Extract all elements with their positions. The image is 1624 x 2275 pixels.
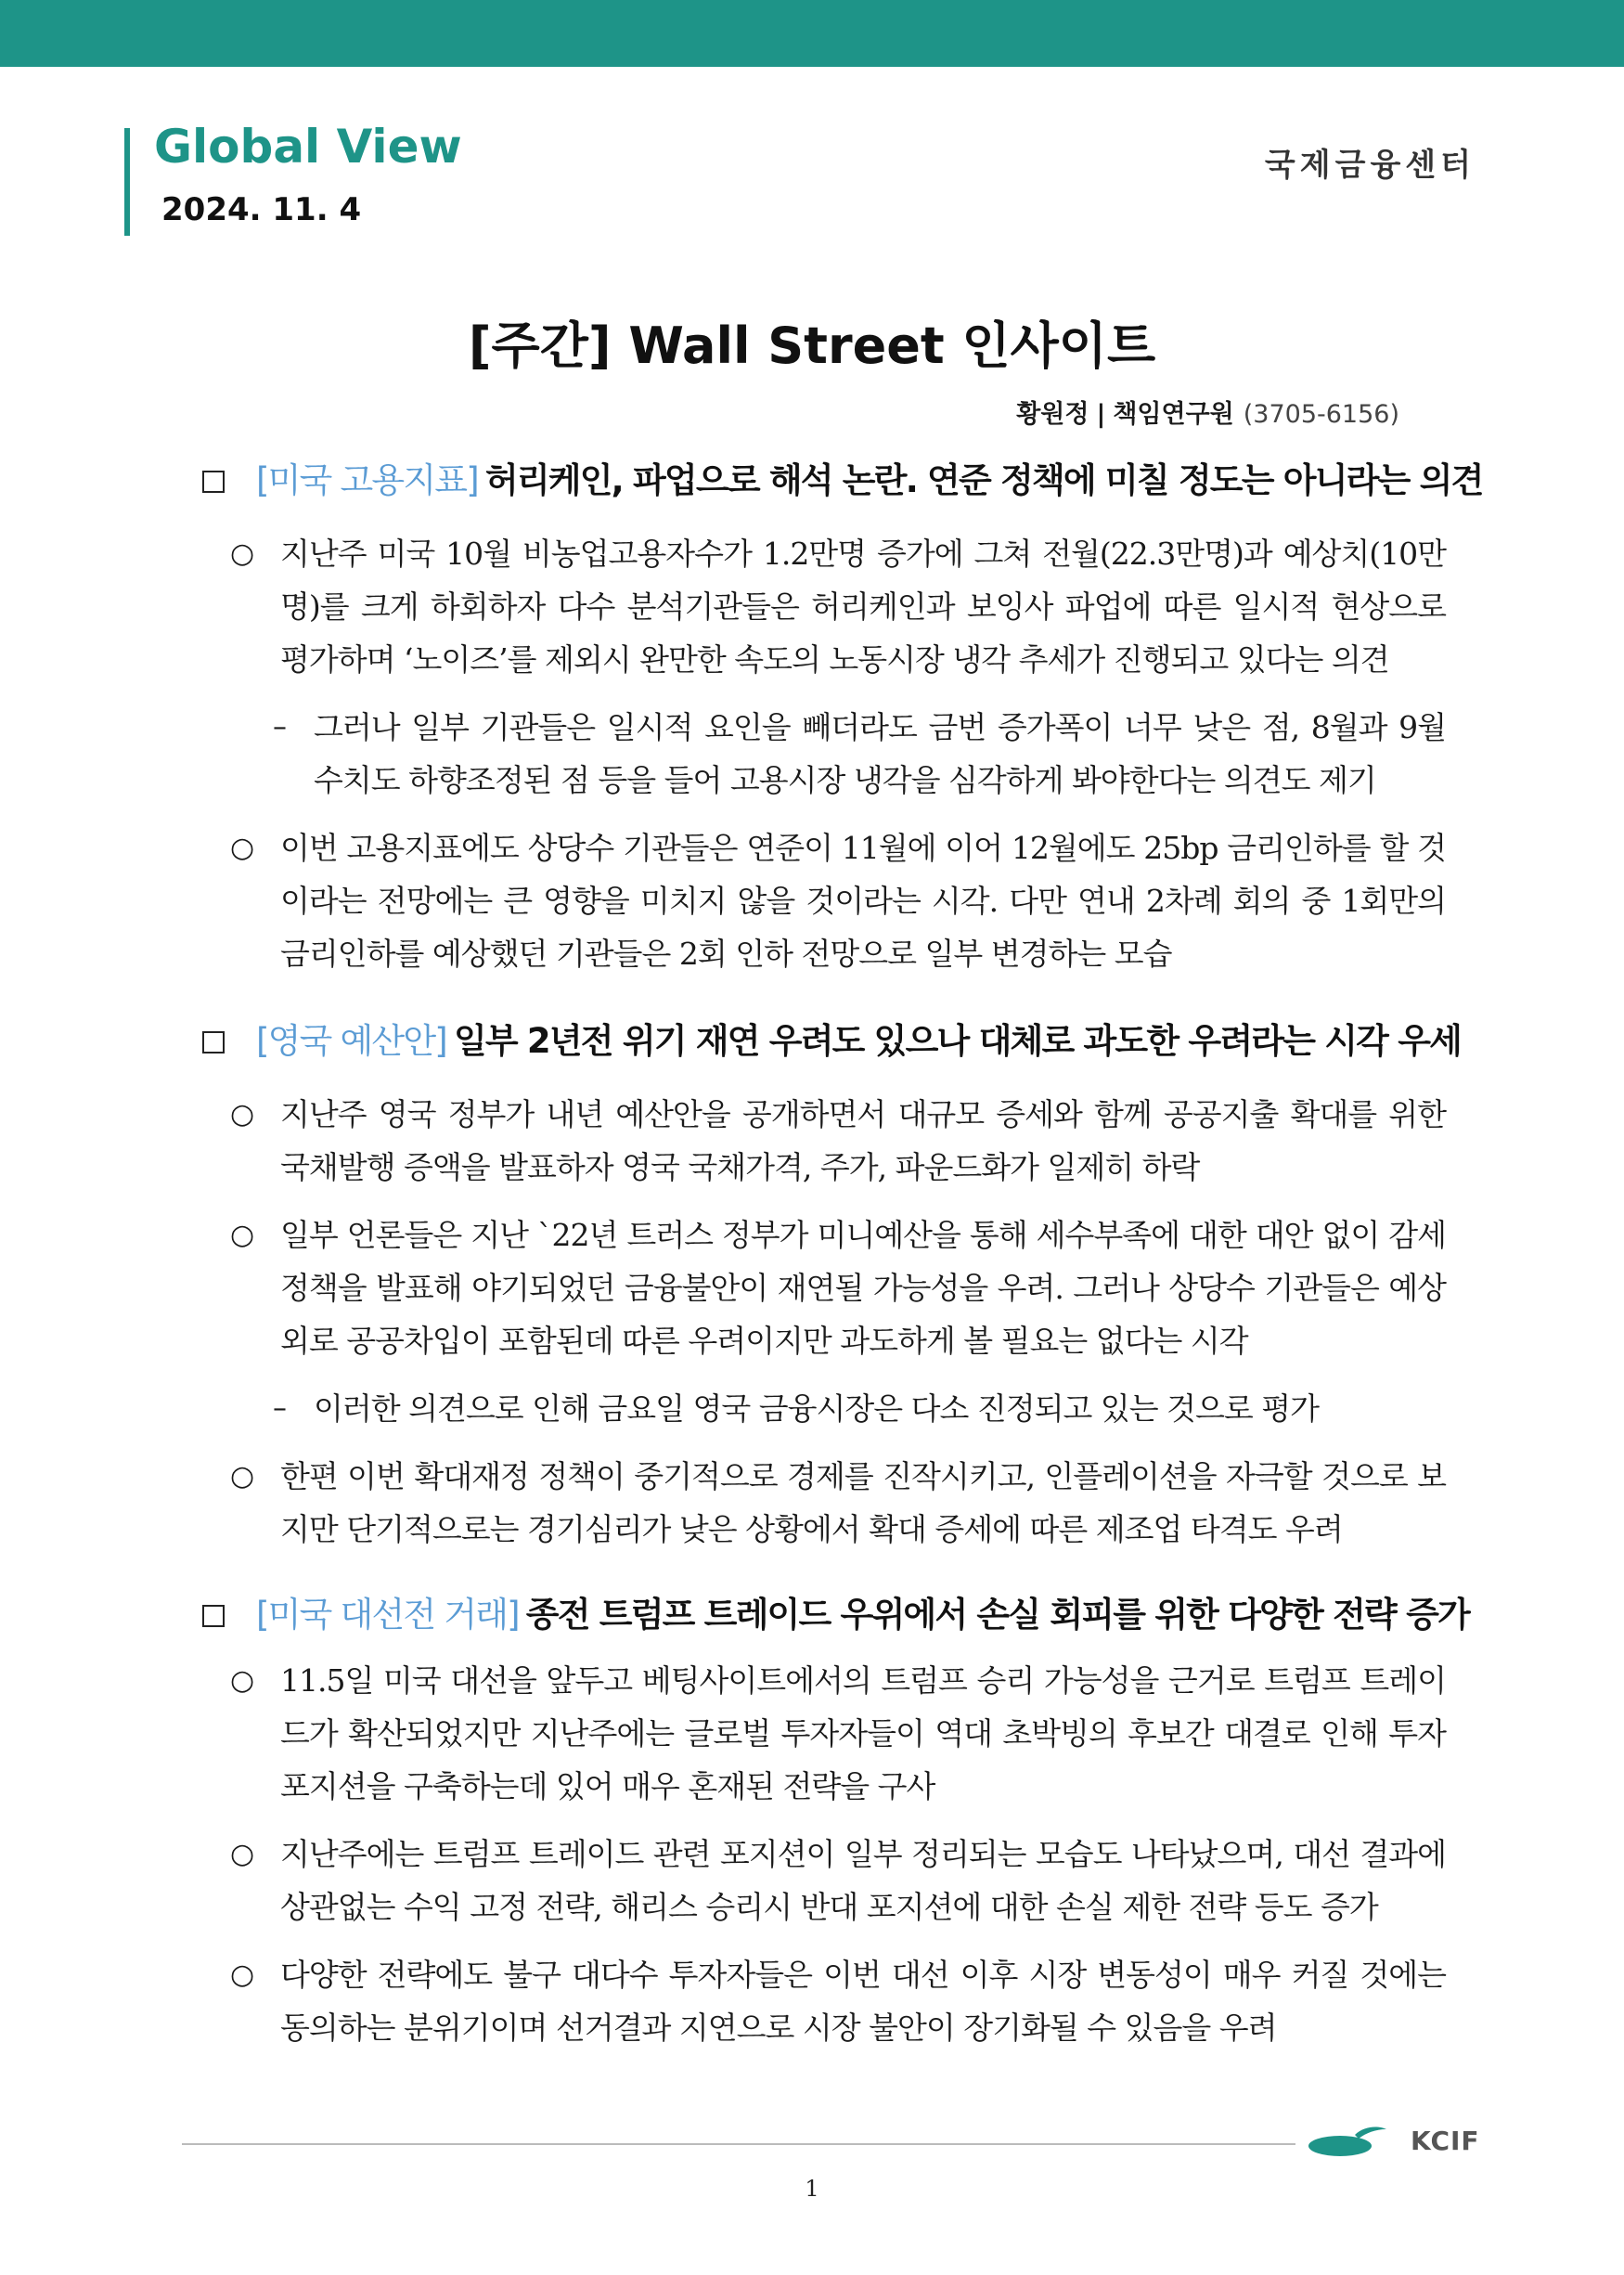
circle-bullet-icon: ○ — [230, 1663, 254, 1697]
bullet-text: 일부 언론들은 지난 `22년 트러스 정부가 미니예산을 통해 세수부족에 대한 대안 없이 감세정책을 발표해 야기되었던 금융불안이 재연될 가능성을 우려. 그러나 상당수 기관들은 예상 외로 공공차입이 포함된데 따른 우려이지만 과도하게 볼 필요는 없다는 시각 — [280, 1216, 1446, 1359]
sub-bullet-item — [273, 701, 1446, 807]
section-tag: [영국 예산안] — [256, 1021, 446, 1061]
bullet-item — [230, 1654, 1446, 1813]
author-line — [1016, 394, 1399, 430]
bullet-item — [230, 1209, 1446, 1367]
author-phone: (3705-6156) — [1243, 400, 1399, 429]
bullet-item — [230, 1828, 1446, 1933]
bullet-item — [230, 527, 1446, 686]
circle-bullet-icon: ○ — [230, 536, 254, 570]
author-position: 책임연구원 — [1113, 400, 1234, 429]
checkbox-square-icon — [202, 471, 225, 493]
publication-title: Global View — [154, 120, 462, 174]
bullet-text: 지난주에는 트럼프 트레이드 관련 포지션이 일부 정리되는 모습도 나타났으며, 대선 결과에 상관없는 수익 고정 전략, 해리스 승리시 반대 포지션에 대한 손실 제한 전략 등도 증가 — [280, 1835, 1446, 1925]
section-tag: [미국 대선전 거래] — [256, 1595, 519, 1635]
circle-bullet-icon: ○ — [230, 1958, 254, 1991]
header-accent-bar — [124, 128, 130, 236]
section-heading — [202, 1591, 1469, 1639]
footer-brand: KCIF — [1411, 2126, 1480, 2156]
dash-bullet-icon: – — [273, 1391, 286, 1425]
checkbox-square-icon — [202, 1605, 225, 1627]
section-headline: 종전 트럼프 트레이드 우위에서 손실 회피를 위한 다양한 전략 증가 — [525, 1595, 1469, 1635]
bullet-text: 한편 이번 확대재정 정책이 중기적으로 경제를 진작시키고, 인플레이션을 자극할 것으로 보지만 단기적으로는 경기심리가 낮은 상황에서 확대 증세에 따른 제조업 타격도 우려 — [280, 1457, 1446, 1547]
top-accent-band — [0, 0, 1624, 67]
page-number: 1 — [805, 2176, 819, 2202]
bullet-item — [230, 821, 1446, 980]
bullet-item — [230, 1450, 1446, 1556]
author-name: 황원정 — [1016, 400, 1089, 429]
circle-bullet-icon: ○ — [230, 1097, 254, 1131]
checkbox-square-icon — [202, 1031, 225, 1053]
circle-bullet-icon: ○ — [230, 1837, 254, 1870]
bullet-text: 11.5일 미국 대선을 앞두고 베팅사이트에서의 트럼프 승리 가능성을 근거로 트럼프 트레이드가 확산되었지만 지난주에는 글로벌 투자자들이 역대 초박빙의 후보간 대결로 인해 투자 포지션을 구축하는데 있어 매우 혼재된 전략을 구사 — [280, 1661, 1446, 1804]
section-us-election-trade — [202, 1591, 1469, 2054]
kcif-leaf-logo-icon — [1307, 2122, 1390, 2159]
publication-date: 2024. 11. 4 — [161, 191, 362, 228]
organization-name: 국제금융센터 — [1264, 147, 1476, 184]
bullet-text: 지난주 영국 정부가 내년 예산안을 공개하면서 대규모 증세와 함께 공공지출 확대를 위한 국채발행 증액을 발표하자 영국 국채가격, 주가, 파운드화가 일제히 하락 — [280, 1095, 1446, 1185]
section-heading — [202, 457, 1483, 505]
bullet-text: 다양한 전략에도 불구 대다수 투자자들은 이번 대선 이후 시장 변동성이 매우 커질 것에는 동의하는 분위기이며 선거결과 지연으로 시장 불안이 장기화될 수 있음을 우려 — [280, 1956, 1446, 2046]
section-tag: [미국 고용지표] — [256, 460, 478, 500]
section-heading — [202, 1017, 1462, 1066]
bullet-text: 이번 고용지표에도 상당수 기관들은 연준이 11월에 이어 12월에도 25bp 금리인하를 할 것이라는 전망에는 큰 영향을 미치지 않을 것이라는 시각. 다만 연내 2차례 회의 중 1회만의 금리인하를 예상했던 기관들은 2회 인하 전망으로 일부 변경하는 모습 — [280, 829, 1446, 972]
circle-bullet-icon: ○ — [230, 831, 254, 864]
bullet-item — [230, 1948, 1446, 2054]
footer-divider — [182, 2143, 1295, 2145]
sub-bullet-item — [273, 1382, 1446, 1435]
author-separator: | — [1096, 400, 1106, 429]
document-title: [주간] Wall Street 인사이트 — [468, 317, 1156, 375]
bullet-item — [230, 1088, 1446, 1194]
circle-bullet-icon: ○ — [230, 1218, 254, 1251]
section-headline: 일부 2년전 위기 재연 우려도 있으나 대체로 과도한 우려라는 시각 우세 — [453, 1021, 1462, 1061]
circle-bullet-icon: ○ — [230, 1459, 254, 1493]
dash-bullet-icon: – — [273, 710, 286, 743]
bullet-text: 이러한 의견으로 인해 금요일 영국 금융시장은 다소 진정되고 있는 것으로 평가 — [314, 1390, 1319, 1427]
section-headline: 허리케인, 파업으로 해석 논란. 연준 정책에 미칠 정도는 아니라는 의견 — [484, 460, 1483, 500]
bullet-text: 그러나 일부 기관들은 일시적 요인을 빼더라도 금번 증가폭이 너무 낮은 점, 8월과 9월 수치도 하향조정된 점 등을 들어 고용시장 냉각을 심각하게 봐야한다는 의견도 제기 — [314, 708, 1446, 798]
section-us-employment — [202, 457, 1483, 980]
section-uk-budget — [202, 1017, 1462, 1556]
bullet-text: 지난주 미국 10월 비농업고용자수가 1.2만명 증가에 그쳐 전월(22.3만명)과 예상치(10만명)를 크게 하회하자 다수 분석기관들은 허리케인과 보잉사 파업에 따른 일시적 현상으로 평가하며 ‘노이즈’를 제외시 완만한 속도의 노동시장 냉각 추세가 진행되고 있다는 의견 — [280, 535, 1446, 678]
